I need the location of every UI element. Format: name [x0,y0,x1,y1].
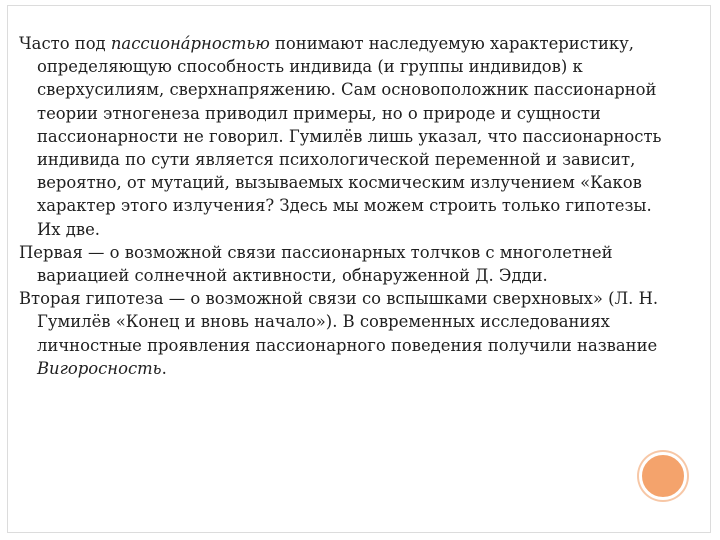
paragraph-2 [19,241,679,287]
paragraph-1-body: понимают наследуемую характеристику, определяющую способность индивида (и группы индивидов) к сверхусилиям, сверхнапряжению. Сам основоположник пассионарной теории этногенеза приводил примеры, но о природе и сущности пассионарности не говорил. Гумилёв лишь указал, что пассионарность индивида по сути является психологической переменной и зависит, вероятно, от мутаций, вызываемых космическим излучением «Каков характер этого излучения? Здесь мы можем строить только гипотезы. Их две. [37,34,662,239]
term-vigorosity: Вигоросность [37,358,162,378]
paragraph-3-end: . [161,358,167,378]
text-block [19,32,679,380]
paragraph-3 [19,287,679,380]
term-passionarity: пассиона́рностью [110,34,270,53]
paragraph-2-body: Первая — о возможной связи пассионарных толчков с многолетней вариацией солнечной активности, обнаруженной Д. Эдди. [19,242,613,286]
paragraph-1-lead: Часто под [19,34,111,53]
decorative-circle [639,452,687,500]
paragraph-1 [19,32,679,241]
paragraph-3-body: Вторая гипотеза — о возможной связи со вспышками сверхновых» (Л. Н. Гумилёв «Конец и вновь начало»). В современных исследованиях личностные проявления пассионарного поведения получили название [19,289,659,355]
